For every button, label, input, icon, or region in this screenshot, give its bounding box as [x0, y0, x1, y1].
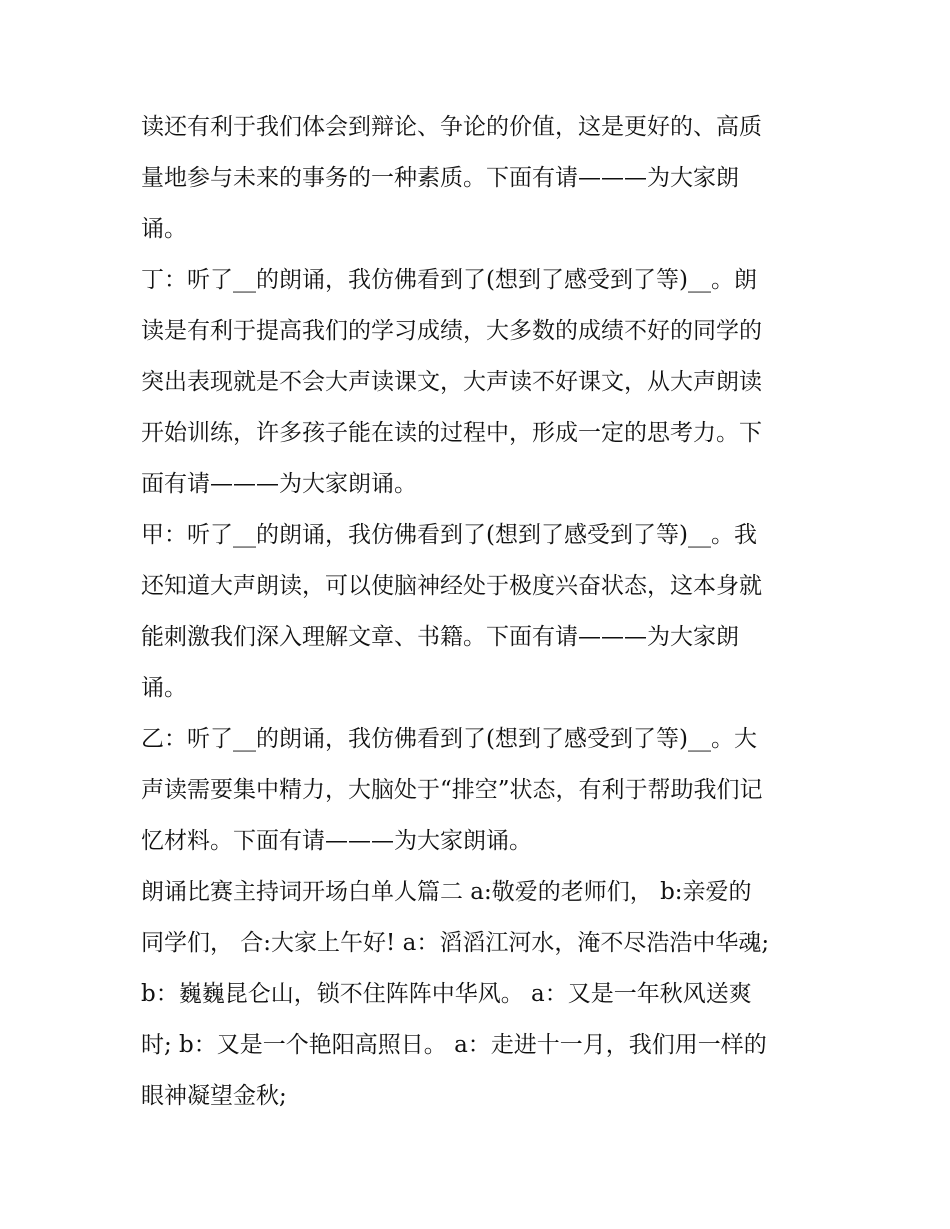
text-line: 还知道大声朗读，可以使脑神经处于极度兴奋状态，这本身就 [141, 573, 762, 599]
document-body [141, 102, 813, 1122]
text-line: 忆材料。下面有请———为大家朗诵。 [141, 828, 532, 854]
text-line: 同学们， 合:大家上午好! a：滔滔江河水，淹不尽浩浩中华魂; [141, 930, 770, 956]
text-line: 量地参与未来的事务的一种素质。下面有请———为大家朗 [141, 165, 739, 191]
text-line: 乙：听了__的朗诵，我仿佛看到了(想到了感受到了等)__。大 [141, 726, 757, 752]
text-line: 读还有利于我们体会到辩论、争论的价值，这是更好的、高质 [141, 114, 762, 140]
text-line: 诵。 [141, 216, 187, 242]
text-line: 眼神凝望金秋; [141, 1083, 287, 1109]
text-line: 面有请———为大家朗诵。 [141, 471, 417, 497]
text-line: 读是有利于提高我们的学习成绩，大多数的成绩不好的同学的 [141, 318, 762, 344]
text-line: 甲：听了__的朗诵，我仿佛看到了(想到了感受到了等)__。我 [141, 522, 757, 548]
text-line: 开始训练，许多孩子能在读的过程中，形成一定的思考力。下 [141, 420, 762, 446]
text-line: 诵。 [141, 675, 187, 701]
text-line: 丁：听了__的朗诵，我仿佛看到了(想到了感受到了等)__。朗 [141, 267, 757, 293]
text-line: 朗诵比赛主持词开场白单人篇二 a:敬爱的老师们， b:亲爱的 [141, 879, 752, 905]
text-line: 声读需要集中精力，大脑处于“排空”状态，有利于帮助我们记 [141, 777, 763, 803]
text-line: 突出表现就是不会大声读课文，大声读不好课文，从大声朗读 [141, 369, 762, 395]
text-line: b：巍巍昆仑山，锁不住阵阵中华风。 a：又是一年秋风送爽 [141, 981, 752, 1007]
text-line: 时; b：又是一个艳阳高照日。 a：走进十一月，我们用一样的 [141, 1032, 767, 1058]
text-line: 能刺激我们深入理解文章、书籍。下面有请———为大家朗 [141, 624, 739, 650]
